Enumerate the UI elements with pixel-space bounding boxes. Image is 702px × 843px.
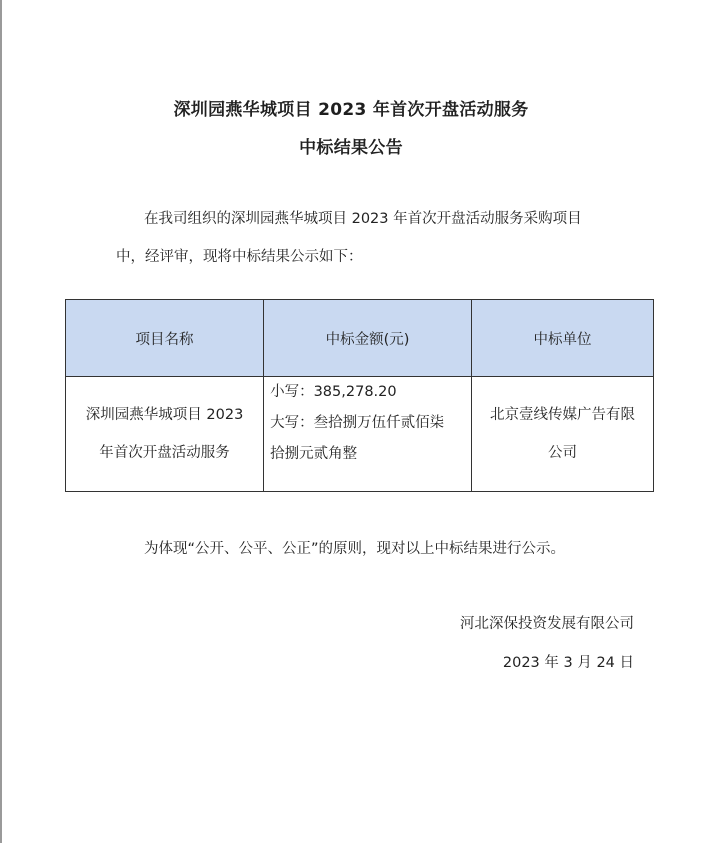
table-header-row (66, 300, 654, 377)
award-unit-line2: 公司 (547, 445, 577, 461)
amount-uppercase-line1: 大写：叁拾捌万伍仟贰佰柒 (270, 415, 445, 431)
amount-uppercase-line2: 拾捌元贰角整 (270, 446, 358, 462)
project-name-line1: 深圳园燕华城项目 2023 (85, 407, 244, 423)
cell-project-name (66, 377, 264, 492)
signature-date: 2023 年 3 月 24 日 (502, 655, 634, 671)
cell-award-unit (471, 377, 653, 492)
page-left-border (0, 0, 2, 843)
project-name-line2: 年首次开盘活动服务 (99, 445, 230, 461)
header-award-unit: 中标单位 (471, 300, 653, 377)
closing-statement: 为体现“公开、公平、公正”的原则，现对以上中标结果进行公示。 (144, 541, 566, 557)
notice-title-line2: 中标结果公告 (299, 138, 403, 158)
signature-company: 河北深保投资发展有限公司 (460, 616, 634, 632)
intro-text-line1: 在我司组织的深圳园燕华城项目 2023 年首次开盘活动服务采购项目 (144, 211, 582, 227)
amount-lowercase: 小写：385,278.20 (270, 384, 397, 400)
header-award-amount: 中标金额(元) (264, 300, 472, 377)
table-row (66, 377, 654, 492)
award-result-table (65, 299, 654, 492)
header-project-name: 项目名称 (66, 300, 264, 377)
award-unit-line1: 北京壹线传媒广告有限 (489, 407, 635, 423)
cell-award-amount (264, 377, 472, 492)
notice-title-line1: 深圳园燕华城项目 2023 年首次开盘活动服务 (173, 100, 529, 120)
intro-text-line2: 中，经评审，现将中标结果公示如下： (116, 249, 363, 265)
